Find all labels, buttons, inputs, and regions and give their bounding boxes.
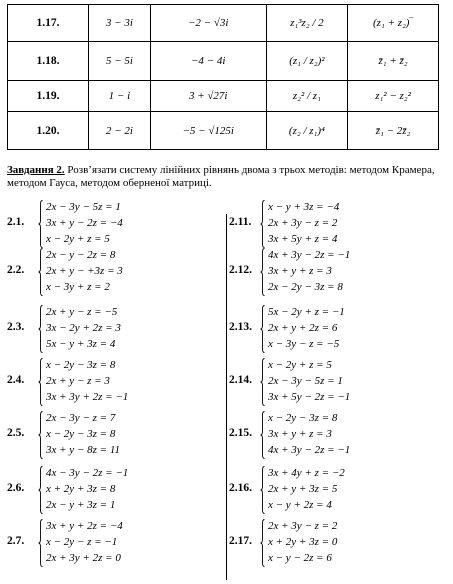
left-brace [38,466,43,514]
equations [268,410,350,458]
row-number: 1.17. [8,5,89,42]
equation: 3x + y + z = 3 [268,265,332,277]
equation: 3x − 2y + 2z = 3 [46,322,121,334]
equation: x − 2y − z = −1 [46,536,118,548]
equation: 2x + y − z = 3 [46,375,110,387]
z1-value: 5 − 5i [89,42,151,81]
equation: x − y + 3z = −4 [268,201,340,213]
equations [268,465,345,513]
equation: 3x + 5y − 2z = −1 [268,391,351,403]
system-number: 2.17. [229,535,252,547]
equation: 2x + y + 3z = 5 [268,483,338,495]
system-number: 2.13. [229,321,252,333]
equation-system [7,357,222,407]
z1-value: 3 − 3i [89,5,151,42]
z2-value: −2 − √3i [150,5,266,42]
expression-2: (z₁ + z₂)‾ [348,5,439,42]
z2-value: −5 − √125i [150,112,266,150]
expression-2: z̄₁ + z̄₂ [348,42,439,81]
left-brace [38,519,43,567]
equation-system [7,199,222,249]
equation: x − 2y − 3z = 8 [46,428,116,440]
equation: 2x + 3y + 2z = 0 [46,552,121,564]
equations [46,247,123,295]
left-brace [38,248,43,296]
left-brace [260,466,265,514]
equation: 3x + y + 2z = −4 [46,520,123,532]
equation: x − 3y + z = 2 [46,281,110,293]
equation: x − y − 2z = 6 [268,552,332,564]
left-brace [260,305,265,353]
equations [46,518,123,566]
system-number: 2.15. [229,427,252,439]
task-2-statement [7,164,447,190]
left-brace [38,200,43,248]
equation: x − 2y + z = 5 [268,359,332,371]
equation: 3x + y − 8z = 11 [46,444,120,456]
equation-system [229,304,444,354]
equations [268,357,350,405]
equations [46,304,121,352]
left-brace [38,305,43,353]
equation: 4x + 3y − 2z = −1 [268,444,351,456]
equation-system [7,518,222,568]
equation: x − 2y − 3z = 8 [46,359,116,371]
equation-system [229,199,444,249]
left-brace [260,519,265,567]
z2-value: 3 + √27i [150,81,266,112]
equation: 2x + y − z = −5 [46,306,118,318]
task-text: Розв’язати систему лінійних рівнянь двома з трьох методів: методом Крамера, методом Гауса, методом оберненої матриці. [7,164,435,189]
equation-system [7,247,222,297]
equation: 3x + 4y + z = −2 [268,467,345,479]
left-brace [38,411,43,459]
equation: 2x + y + 2z = 6 [268,322,338,334]
equation: 2x − 2y − 3z = 8 [268,281,343,293]
system-number: 2.7. [7,535,25,547]
equation-system [7,410,222,460]
complex-numbers-table [7,4,439,150]
system-number: 2.12. [229,264,252,276]
left-brace [260,358,265,406]
equations [46,465,128,513]
equations [268,247,350,295]
expression-1: (z₂ / z₁)⁴ [266,112,348,150]
equation: 2x − 3y − 5z = 1 [46,201,121,213]
expression-1: z₁³z₂ / 2 [266,5,348,42]
table-row [8,81,439,112]
task-label: Завдання 2. [7,164,65,176]
equation: 3x + y + z = 3 [268,428,332,440]
equation: 3x + y − 2z = −4 [46,217,123,229]
system-number: 2.16. [229,482,252,494]
system-number: 2.6. [7,482,25,494]
equation: 2x − y − 2z = 8 [46,249,116,261]
equation: x − y + 2z = 4 [268,499,332,511]
equations [268,199,339,247]
equation: 3x + 3y + 2z = −1 [46,391,129,403]
system-number: 2.1. [7,216,25,228]
equation: x − 2y − 3z = 8 [268,412,338,424]
system-number: 2.4. [7,374,25,386]
z1-value: 1 − i [89,81,151,112]
equations [46,199,123,247]
equation: 2x + y − +3z = 3 [46,265,123,277]
equation-system [229,518,444,568]
equation: x − 2y + z = 5 [46,233,110,245]
equation: 3x + 5y + z = 4 [268,233,338,245]
left-brace [38,358,43,406]
equation: 5x − y + 3z = 4 [46,338,116,350]
equation-system [229,247,444,297]
row-number: 1.18. [8,42,89,81]
column-divider [226,214,227,580]
left-brace [260,248,265,296]
left-brace [260,200,265,248]
expression-2: z₁² − z₂² [348,81,439,112]
equation: x + 2y + 3z = 8 [46,483,116,495]
expression-2: z̄₁ − 2z̄₂ [348,112,439,150]
table-row [8,112,439,150]
left-brace [260,411,265,459]
equation: 2x + 3y − z = 2 [268,520,338,532]
equation: 2x − 3y − 5z = 1 [268,375,343,387]
equation-system [7,304,222,354]
equation: x + 2y + 3z = 0 [268,536,338,548]
equation-system [229,410,444,460]
equation: 2x − y + 3z = 1 [46,499,116,511]
system-number: 2.11. [229,216,252,228]
equation-system [229,465,444,515]
system-number: 2.3. [7,321,25,333]
table-row [8,42,439,81]
row-number: 1.19. [8,81,89,112]
table-row [8,5,439,42]
z2-value: −4 − 4i [150,42,266,81]
system-number: 2.5. [7,427,25,439]
system-number: 2.14. [229,374,252,386]
expression-1: (z₁ / z₂)² [266,42,348,81]
equation: 2x + 3y − z = 2 [268,217,338,229]
equations [46,410,120,458]
equations [268,518,337,566]
equation: 2x − 3y − z = 7 [46,412,116,424]
equation-system [229,357,444,407]
equation-system [7,465,222,515]
row-number: 1.20. [8,112,89,150]
equations [268,304,345,352]
system-number: 2.2. [7,264,25,276]
equation: 5x − 2y + z = −1 [268,306,345,318]
equations [46,357,128,405]
z1-value: 2 − 2i [89,112,151,150]
equation: 4x + 3y − 2z = −1 [268,249,351,261]
expression-1: z₂² / z₁ [266,81,348,112]
equation: 4x − 3y − 2z = −1 [46,467,129,479]
equation: x − 3y − z = −5 [268,338,340,350]
